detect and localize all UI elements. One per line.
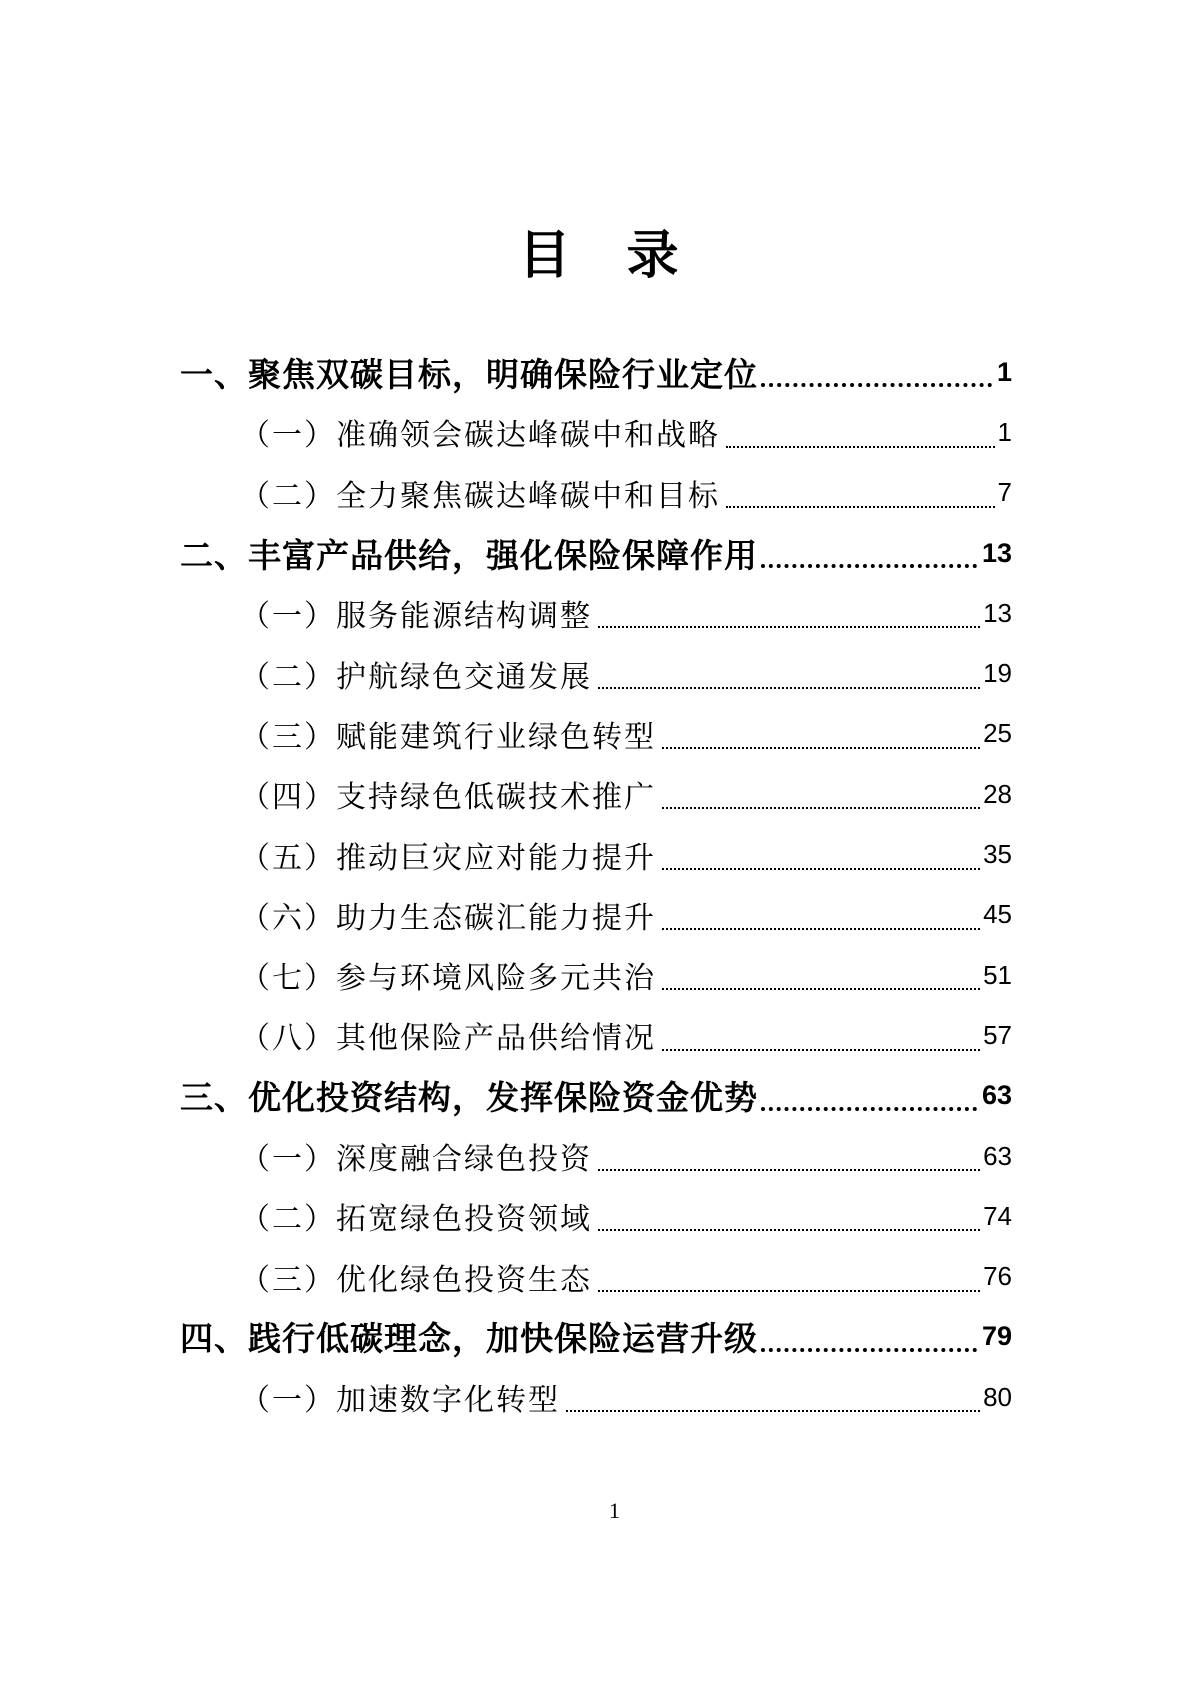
toc-entry-label: （一）准确领会碳达峰碳中和战略 [240,419,720,453]
dot-leader [662,928,980,930]
toc-entry-label: （一）加速数字化转型 [240,1384,560,1418]
toc-entry-page-number: 35 [983,839,1012,870]
toc-entry-page-number: 7 [997,477,1012,508]
dot-leader [598,626,980,628]
toc-entry-label: （三）赋能建筑行业绿色转型 [240,720,656,754]
page-title: 目 录 [518,227,681,285]
dot-leader [662,868,980,870]
toc-entry-label: （二）拓宽绿色投资领域 [240,1203,592,1237]
dot-leader [761,383,992,387]
toc-entry-page-number: 1 [996,356,1012,387]
toc-entry-5[interactable] [180,643,1012,703]
toc-entry-7[interactable] [180,764,1012,824]
toc-entry-15[interactable] [180,1246,1012,1306]
toc-entry-page-number: 19 [983,658,1012,689]
toc-entry-label: （二）护航绿色交通发展 [240,660,592,694]
toc-entry-page-number: 25 [983,718,1012,749]
toc-entry-page-number: 1 [997,416,1012,447]
toc-entry-9[interactable] [180,885,1012,945]
dot-leader [598,1229,980,1231]
dot-leader [662,747,980,749]
dot-leader [761,1107,977,1111]
toc-entry-page-number: 45 [983,899,1012,930]
toc-entry-label: 二、丰富产品供给，强化保险保障作用 [180,536,758,574]
toc-entry-page-number: 57 [983,1019,1012,1050]
toc-entry-1[interactable] [180,402,1012,462]
toc-entry-page-number: 13 [981,537,1012,568]
dot-leader [598,687,980,689]
toc-list [180,342,1012,1427]
dot-leader [726,446,995,448]
toc-entry-8[interactable] [180,824,1012,884]
toc-entry-17[interactable] [180,1367,1012,1427]
dot-leader [598,1169,980,1171]
toc-entry-label: 一、聚焦双碳目标，明确保险行业定位 [180,355,758,393]
dot-leader [726,506,995,508]
dot-leader [598,1290,980,1292]
toc-entry-page-number: 74 [983,1200,1012,1231]
toc-entry-page-number: 63 [983,1140,1012,1171]
toc-entry-4[interactable] [180,583,1012,643]
toc-entry-label: 三、优化投资结构，发挥保险资金优势 [180,1079,758,1117]
toc-entry-10[interactable] [180,945,1012,1005]
toc-entry-3[interactable] [180,523,1012,583]
toc-entry-page-number: 80 [983,1381,1012,1412]
toc-entry-11[interactable] [180,1005,1012,1065]
toc-entry-page-number: 28 [983,778,1012,809]
toc-entry-label: 四、践行低碳理念，加快保险运营升级 [180,1320,758,1358]
toc-entry-page-number: 79 [981,1321,1012,1352]
toc-entry-label: （一）深度融合绿色投资 [240,1143,592,1176]
dot-leader [566,1410,980,1412]
toc-entry-page-number: 51 [983,959,1012,990]
toc-entry-label: （六）助力生态碳汇能力提升 [240,901,656,935]
toc-entry-0[interactable] [180,342,1012,402]
toc-entry-page-number: 13 [983,597,1012,628]
toc-entry-6[interactable] [180,704,1012,764]
toc-entry-label: （五）推动巨灾应对能力提升 [240,841,656,875]
dot-leader [761,1348,977,1352]
footer-page-number: 1 [609,1498,620,1523]
dot-leader [662,807,980,809]
toc-entry-label: （二）全力聚焦碳达峰碳中和目标 [240,479,720,513]
toc-entry-label: （一）服务能源结构调整 [240,600,592,634]
toc-entry-13[interactable] [180,1126,1012,1186]
toc-entry-14[interactable] [180,1186,1012,1246]
toc-entry-page-number: 63 [981,1080,1012,1111]
dot-leader [761,564,977,568]
toc-entry-12[interactable] [180,1066,1012,1126]
toc-entry-label: （七）参与环境风险多元共治 [240,962,656,996]
toc-entry-label: （三）优化绿色投资生态 [240,1263,592,1297]
toc-entry-page-number: 76 [983,1261,1012,1292]
toc-entry-label: （四）支持绿色低碳技术推广 [240,781,656,815]
dot-leader [662,988,980,990]
toc-entry-2[interactable] [180,463,1012,523]
toc-entry-label: （八）其他保险产品供给情况 [240,1022,656,1056]
dot-leader [662,1049,980,1051]
toc-entry-16[interactable] [180,1307,1012,1367]
